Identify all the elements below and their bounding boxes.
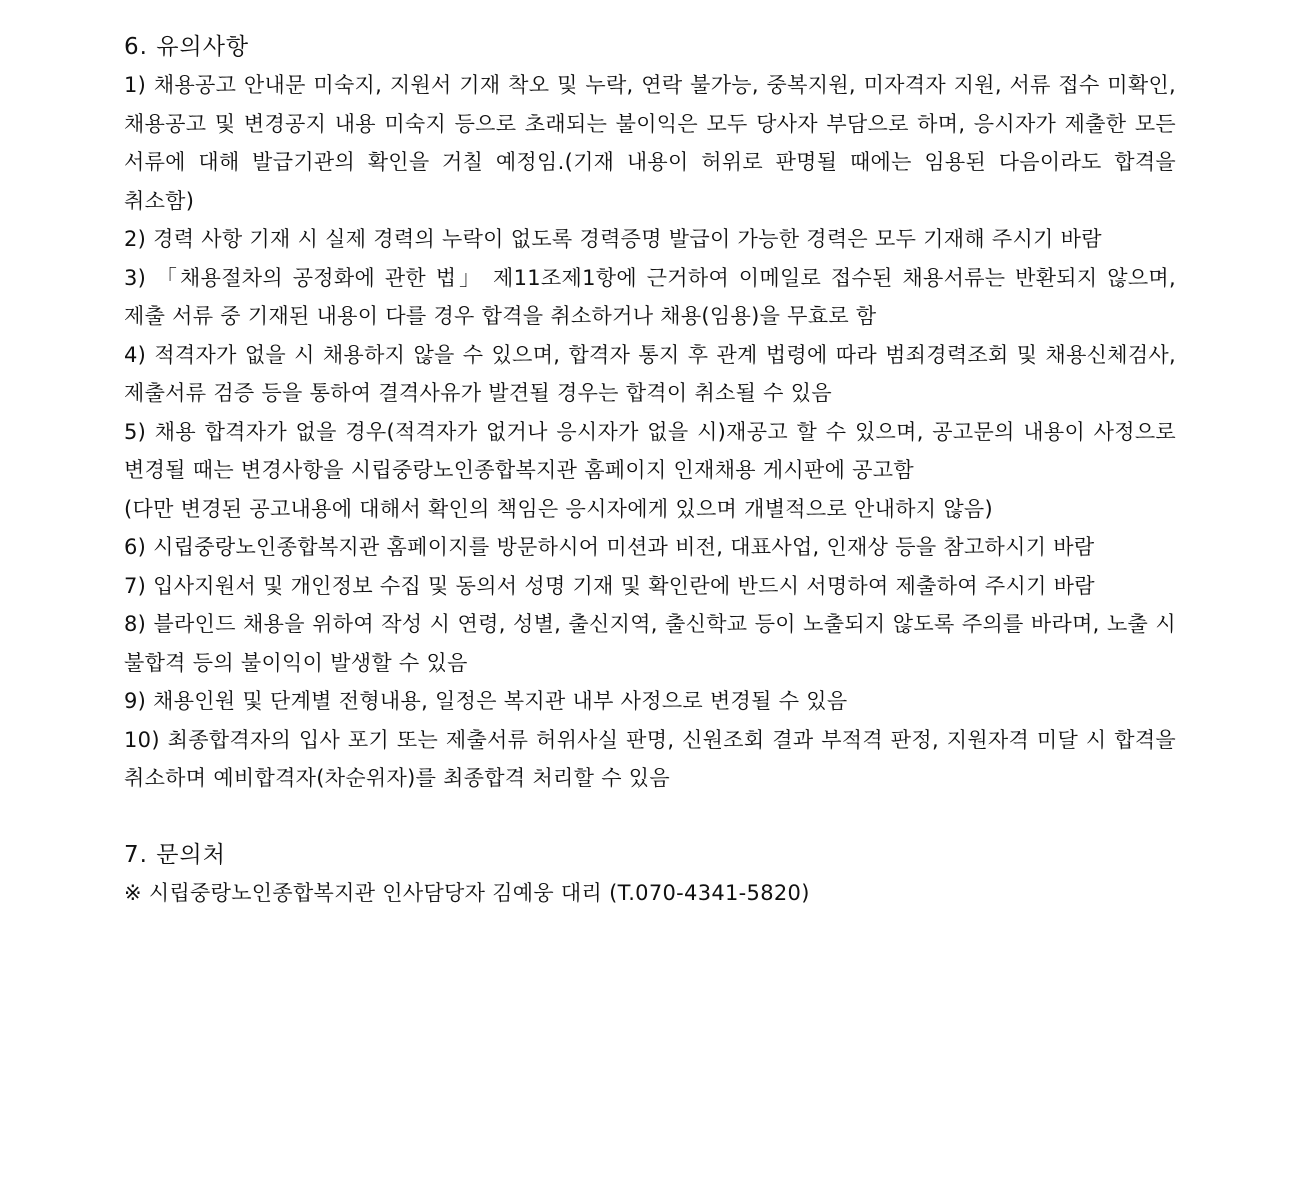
notice-item-8: 8) 블라인드 채용을 위하여 작성 시 연령, 성별, 출신지역, 출신학교 등이 노출되지 않도록 주의를 바라며, 노출 시 불합격 등의 불이익이 발생할 수 있음 xyxy=(124,612,1176,675)
section-6-title: 6. 유의사항 xyxy=(124,34,250,60)
section-7-title: 7. 문의처 xyxy=(124,841,226,868)
notice-item-1: 1) 채용공고 안내문 미숙지, 지원서 기재 착오 및 누락, 연락 불가능, 중복지원, 미자격자 지원, 서류 접수 미확인, 채용공고 및 변경공지 내용 미숙지 등으로 초래되는 불이익은 모두 당사자 부담으로 하며, 응시자가 제출한 모든 서류에 대해 발급기관의 확인을 거칠 예정임.(기재 내용이 허위로 판명될 때에는 임용된 다음이라도 합격을 취소함) xyxy=(124,73,1176,213)
section-spacer xyxy=(124,798,1176,836)
contact-info: ※ 시립중랑노인종합복지관 인사담당자 김예웅 대리 (T.070-4341-5820) xyxy=(124,880,810,905)
notice-item-2: 2) 경력 사항 기재 시 실제 경력의 누락이 없도록 경력증명 발급이 가능한 경력은 모두 기재해 주시기 바람 xyxy=(124,227,1102,251)
notice-item-7: 7) 입사지원서 및 개인정보 수집 및 동의서 성명 기재 및 확인란에 반드시 서명하여 제출하여 주시기 바람 xyxy=(124,573,1095,598)
notice-item-6: 6) 시립중랑노인종합복지관 홈페이지를 방문하시어 미션과 비전, 대표사업, 인재상 등을 참고하시기 바람 xyxy=(124,535,1095,559)
notice-item-5-note: (다만 변경된 공고내용에 대해서 확인의 책임은 응시자에게 있으며 개별적으로 안내하지 않음) xyxy=(124,496,994,521)
notice-item-3: 3) 「채용절차의 공정화에 관한 법」 제11조제1항에 근거하여 이메일로 접수된 채용서류는 반환되지 않으며, 제출 서류 중 기재된 내용이 다를 경우 합격을 취소하거나 채용(임용)을 무효로 함 xyxy=(124,265,1176,328)
document-page xyxy=(124,28,1176,912)
notice-list xyxy=(124,66,1176,798)
notice-item-9: 9) 채용인원 및 단계별 전형내용, 일정은 복지관 내부 사정으로 변경될 수 있음 xyxy=(124,689,848,713)
notice-item-4: 4) 적격자가 없을 시 채용하지 않을 수 있으며, 합격자 통지 후 관계 법령에 따라 범죄경력조회 및 채용신체검사, 제출서류 검증 등을 통하여 결격사유가 발견될 경우는 합격이 취소될 수 있음 xyxy=(124,342,1176,405)
notice-item-5: 5) 채용 합격자가 없을 경우(적격자가 없거나 응시자가 없을 시)재공고 할 수 있으며, 공고문의 내용이 사정으로 변경될 때는 변경사항을 시립중랑노인종합복지관 홈페이지 인재채용 게시판에 공고함 xyxy=(124,419,1176,482)
notice-item-10: 10) 최종합격자의 입사 포기 또는 제출서류 허위사실 판명, 신원조회 결과 부적격 판정, 지원자격 미달 시 합격을 취소하며 예비합격자(차순위자)를 최종합격 처리할 수 있음 xyxy=(124,727,1176,790)
